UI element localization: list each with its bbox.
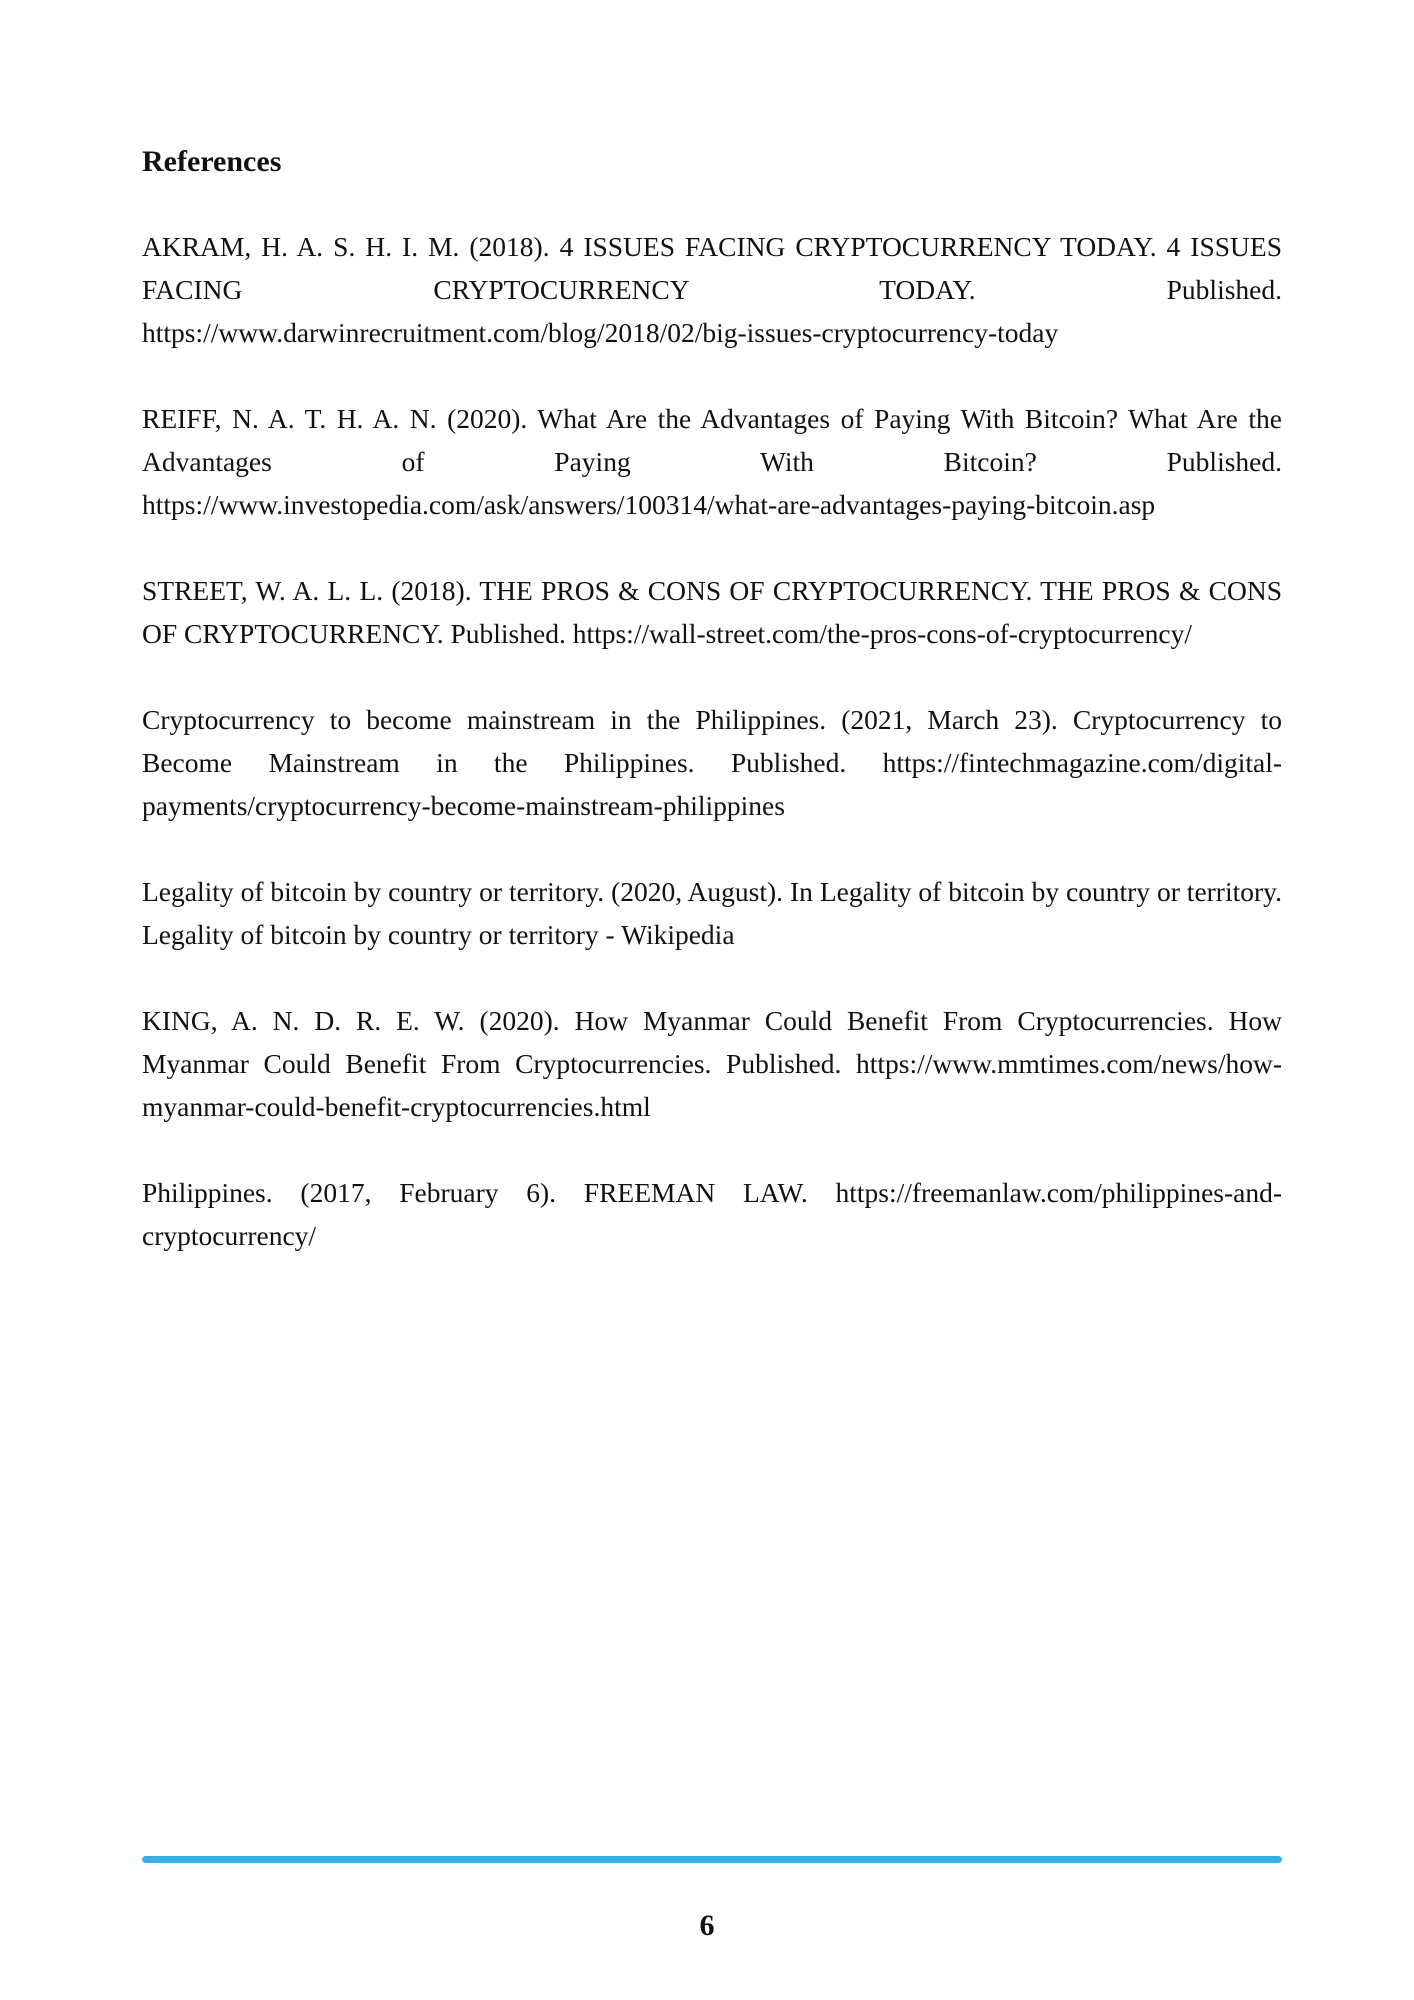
reference-entry: Cryptocurrency to become mainstream in the Philippines. (2021, March 23). Cryptocurrency to Become Mainstream in the Philippines. Published. https://fintechmagazine.com/digital-payments/cryptocurrency-become-mainstream-philippines (142, 704, 1282, 821)
reference-list (142, 225, 1282, 1300)
reference-entry: Legality of bitcoin by country or territory. (2020, August). In Legality of bitcoin by country or territory. Legality of bitcoin by country or territory - Wikipedia (142, 876, 1282, 950)
page-number: 6 (699, 1909, 715, 1942)
reference-entry: STREET, W. A. L. L. (2018). THE PROS & CONS OF CRYPTOCURRENCY. THE PROS & CONS OF CRYPTOCURRENCY. Published. https://wall-street.com/the-pros-cons-of-cryptocurrency/ (142, 575, 1282, 649)
references-heading: References (142, 145, 282, 178)
reference-entry: KING, A. N. D. R. E. W. (2020). How Myanmar Could Benefit From Cryptocurrencies. How Myanmar Could Benefit From Cryptocurrencies. Published. https://www.mmtimes.com/news/how-myanmar-could-benefit-cryptocurrencies.html (142, 1005, 1282, 1122)
footer-divider (142, 1856, 1282, 1863)
reference-entry: REIFF, N. A. T. H. A. N. (2020). What Are the Advantages of Paying With Bitcoin? What Are the Advantages of Paying With Bitcoin? Published. https://www.investopedia.com/ask/answers/100314/what-are-advantages-paying-bitcoin.asp (142, 403, 1282, 520)
reference-entry: Philippines. (2017, February 6). FREEMAN LAW. https://freemanlaw.com/philippines-and-cryptocurrency/ (142, 1177, 1282, 1251)
reference-entry: AKRAM, H. A. S. H. I. M. (2018). 4 ISSUES FACING CRYPTOCURRENCY TODAY. 4 ISSUES FACING CRYPTOCURRENCY TODAY. Published. https://www.darwinrecruitment.com/blog/2018/02/big-issues-cryptocurrency-today (142, 231, 1282, 348)
